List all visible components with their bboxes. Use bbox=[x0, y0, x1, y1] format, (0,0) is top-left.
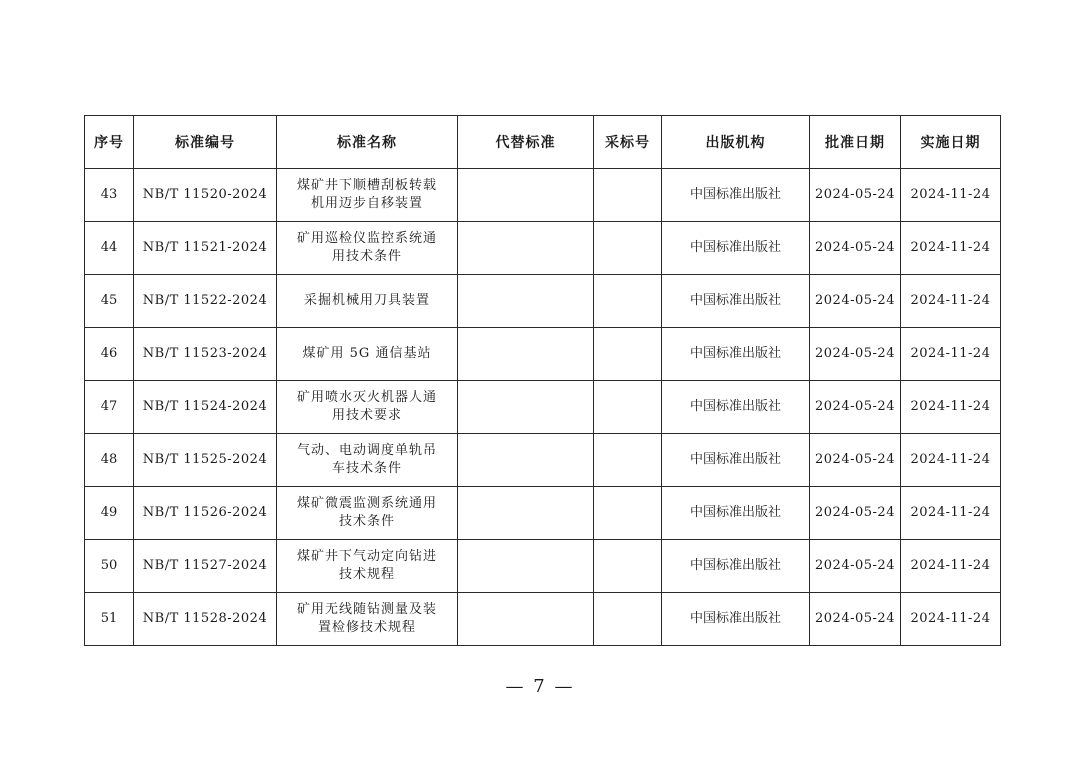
cell-name bbox=[277, 222, 458, 275]
cell-replaces bbox=[458, 434, 594, 487]
cell-name-line: 采掘机械用刀具装置 bbox=[303, 293, 430, 308]
cell-effective: 2024-11-24 bbox=[901, 328, 1001, 381]
cell-name-line: 煤矿井下气动定向钻进 bbox=[296, 549, 437, 564]
table-row bbox=[85, 222, 1001, 275]
cell-replaces bbox=[458, 593, 594, 646]
cell-name-line: 煤矿用 5G 通信基站 bbox=[302, 346, 432, 361]
header-cell-publisher: 出版机构 bbox=[662, 116, 810, 169]
table-row bbox=[85, 434, 1001, 487]
cell-name-line: 煤矿井下顺槽刮板转载 bbox=[296, 178, 437, 193]
cell-adopted bbox=[594, 434, 662, 487]
table-row bbox=[85, 169, 1001, 222]
header-cell-approved: 批准日期 bbox=[810, 116, 901, 169]
cell-publisher: 中国标准出版社 bbox=[662, 222, 810, 275]
cell-approved: 2024-05-24 bbox=[810, 487, 901, 540]
cell-publisher: 中国标准出版社 bbox=[662, 487, 810, 540]
cell-name-line: 矿用巡检仪监控系统通 bbox=[296, 231, 437, 246]
cell-code: NB/T 11522-2024 bbox=[134, 275, 277, 328]
cell-replaces bbox=[458, 222, 594, 275]
table-row bbox=[85, 275, 1001, 328]
cell-adopted bbox=[594, 540, 662, 593]
table-row bbox=[85, 328, 1001, 381]
page-number: — 7 — bbox=[505, 676, 575, 697]
cell-adopted bbox=[594, 593, 662, 646]
header-cell-effective: 实施日期 bbox=[901, 116, 1001, 169]
cell-code: NB/T 11525-2024 bbox=[134, 434, 277, 487]
table-row bbox=[85, 593, 1001, 646]
cell-approved: 2024-05-24 bbox=[810, 593, 901, 646]
cell-no: 46 bbox=[85, 328, 134, 381]
cell-adopted bbox=[594, 275, 662, 328]
cell-approved: 2024-05-24 bbox=[810, 222, 901, 275]
cell-no: 45 bbox=[85, 275, 134, 328]
table-header-row bbox=[85, 116, 1001, 169]
cell-publisher: 中国标准出版社 bbox=[662, 593, 810, 646]
cell-approved: 2024-05-24 bbox=[810, 540, 901, 593]
cell-code: NB/T 11521-2024 bbox=[134, 222, 277, 275]
cell-adopted bbox=[594, 222, 662, 275]
cell-name bbox=[277, 169, 458, 222]
header-cell-replaces: 代替标准 bbox=[458, 116, 594, 169]
cell-name-line: 技术规程 bbox=[338, 567, 395, 582]
cell-adopted bbox=[594, 328, 662, 381]
standards-table bbox=[84, 115, 1001, 646]
cell-name-line: 技术条件 bbox=[338, 514, 395, 529]
cell-name-line: 车技术条件 bbox=[331, 461, 402, 476]
cell-name-line: 用技术条件 bbox=[331, 249, 402, 264]
cell-code: NB/T 11523-2024 bbox=[134, 328, 277, 381]
cell-replaces bbox=[458, 169, 594, 222]
cell-publisher: 中国标准出版社 bbox=[662, 540, 810, 593]
cell-publisher: 中国标准出版社 bbox=[662, 434, 810, 487]
cell-replaces bbox=[458, 381, 594, 434]
cell-name-line: 矿用无线随钻测量及装 bbox=[296, 602, 437, 617]
header-cell-name: 标准名称 bbox=[277, 116, 458, 169]
cell-name-line: 置检修技术规程 bbox=[317, 620, 416, 635]
cell-name bbox=[277, 381, 458, 434]
cell-replaces bbox=[458, 487, 594, 540]
cell-effective: 2024-11-24 bbox=[901, 434, 1001, 487]
cell-code: NB/T 11526-2024 bbox=[134, 487, 277, 540]
cell-approved: 2024-05-24 bbox=[810, 275, 901, 328]
cell-effective: 2024-11-24 bbox=[901, 169, 1001, 222]
cell-no: 44 bbox=[85, 222, 134, 275]
cell-no: 49 bbox=[85, 487, 134, 540]
cell-name bbox=[277, 275, 458, 328]
cell-no: 47 bbox=[85, 381, 134, 434]
cell-name-line: 矿用喷水灭火机器人通 bbox=[296, 390, 437, 405]
cell-no: 51 bbox=[85, 593, 134, 646]
cell-publisher: 中国标准出版社 bbox=[662, 275, 810, 328]
cell-effective: 2024-11-24 bbox=[901, 275, 1001, 328]
cell-code: NB/T 11524-2024 bbox=[134, 381, 277, 434]
cell-effective: 2024-11-24 bbox=[901, 487, 1001, 540]
cell-code: NB/T 11520-2024 bbox=[134, 169, 277, 222]
header-cell-adopted: 采标号 bbox=[594, 116, 662, 169]
header-cell-code: 标准编号 bbox=[134, 116, 277, 169]
cell-adopted bbox=[594, 487, 662, 540]
cell-name bbox=[277, 487, 458, 540]
cell-name-line: 用技术要求 bbox=[331, 408, 402, 423]
cell-adopted bbox=[594, 169, 662, 222]
cell-approved: 2024-05-24 bbox=[810, 169, 901, 222]
cell-no: 50 bbox=[85, 540, 134, 593]
cell-no: 43 bbox=[85, 169, 134, 222]
cell-name bbox=[277, 593, 458, 646]
cell-name-line: 煤矿微震监测系统通用 bbox=[296, 496, 437, 511]
cell-no: 48 bbox=[85, 434, 134, 487]
cell-publisher: 中国标准出版社 bbox=[662, 169, 810, 222]
table-row bbox=[85, 540, 1001, 593]
cell-replaces bbox=[458, 540, 594, 593]
cell-effective: 2024-11-24 bbox=[901, 540, 1001, 593]
cell-name-line: 机用迈步自移装置 bbox=[310, 196, 423, 211]
cell-name-line: 气动、电动调度单轨吊 bbox=[296, 443, 437, 458]
cell-effective: 2024-11-24 bbox=[901, 381, 1001, 434]
cell-approved: 2024-05-24 bbox=[810, 434, 901, 487]
header-cell-no: 序号 bbox=[85, 116, 134, 169]
cell-replaces bbox=[458, 275, 594, 328]
cell-replaces bbox=[458, 328, 594, 381]
cell-name bbox=[277, 434, 458, 487]
cell-publisher: 中国标准出版社 bbox=[662, 381, 810, 434]
cell-name bbox=[277, 540, 458, 593]
table-row bbox=[85, 487, 1001, 540]
cell-name bbox=[277, 328, 458, 381]
cell-approved: 2024-05-24 bbox=[810, 381, 901, 434]
cell-effective: 2024-11-24 bbox=[901, 593, 1001, 646]
cell-publisher: 中国标准出版社 bbox=[662, 328, 810, 381]
cell-code: NB/T 11528-2024 bbox=[134, 593, 277, 646]
cell-approved: 2024-05-24 bbox=[810, 328, 901, 381]
table-row bbox=[85, 381, 1001, 434]
cell-adopted bbox=[594, 381, 662, 434]
cell-code: NB/T 11527-2024 bbox=[134, 540, 277, 593]
cell-effective: 2024-11-24 bbox=[901, 222, 1001, 275]
